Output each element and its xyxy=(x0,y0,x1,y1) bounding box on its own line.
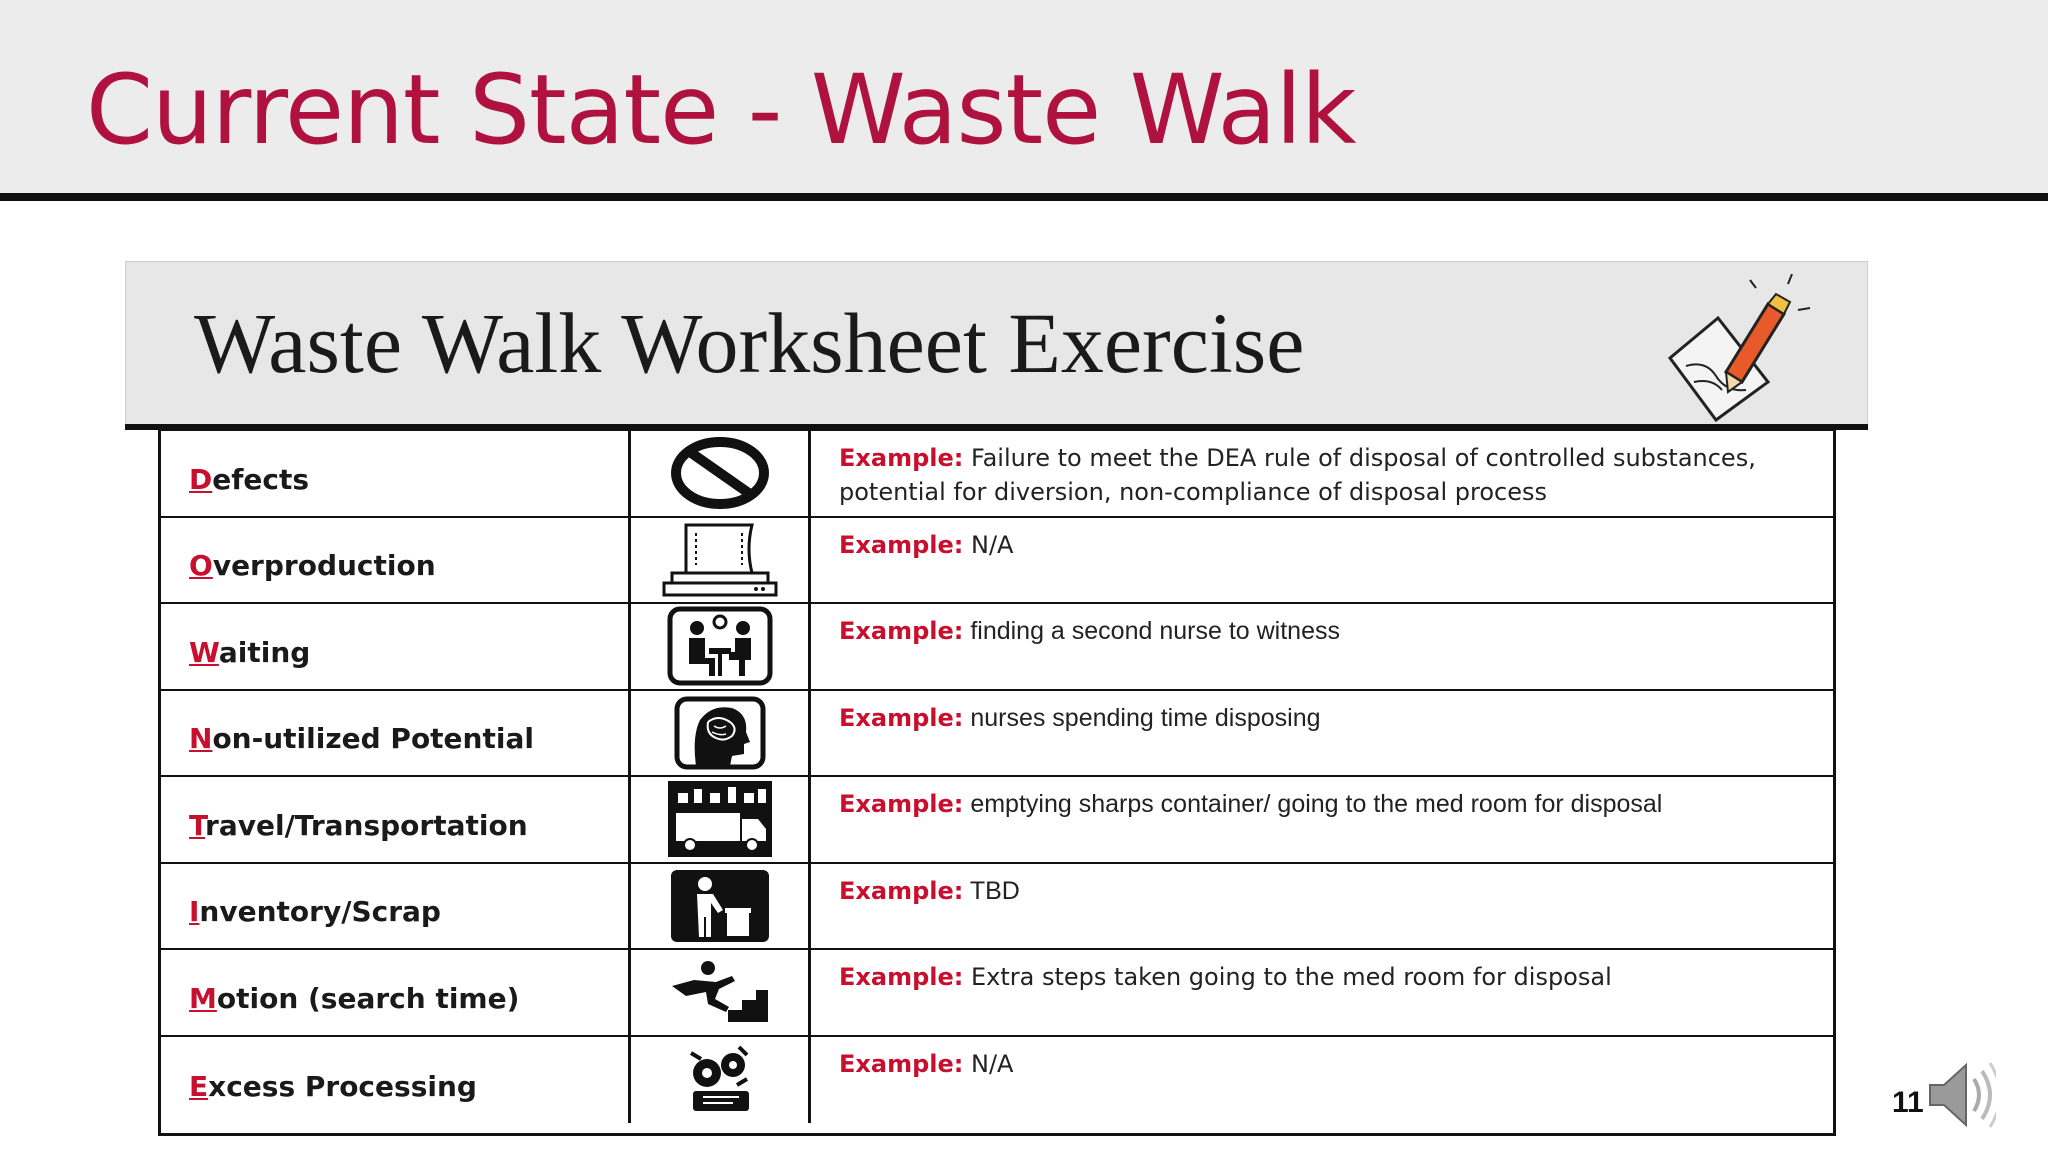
example-text: Example: emptying sharps container/ going to the med room for disposal xyxy=(839,790,1663,818)
page-number: 11 xyxy=(1892,1086,1924,1119)
example-text: Example: nurses spending time disposing xyxy=(839,703,1321,732)
printer-icon xyxy=(660,521,780,599)
worksheet-header xyxy=(125,261,1868,426)
slide-title: Current State - Waste Walk xyxy=(86,54,1356,166)
prohibited-sign-icon xyxy=(665,433,775,513)
table-row xyxy=(161,777,1833,864)
table-row xyxy=(161,1037,1833,1124)
speaker-icon[interactable] xyxy=(1926,1055,1996,1135)
brain-head-icon xyxy=(674,696,766,770)
gears-pile-icon xyxy=(683,1043,757,1117)
table-row xyxy=(161,950,1833,1037)
waste-name: Defects xyxy=(189,462,310,496)
worksheet-title: Waste Walk Worksheet Exercise xyxy=(194,295,1305,391)
example-text: Example: N/A xyxy=(839,530,1014,559)
waste-name: Travel/Transportation xyxy=(189,808,528,842)
waste-name: Waiting xyxy=(189,635,311,669)
stairs-jumper-icon xyxy=(668,960,772,1024)
worksheet-image xyxy=(125,261,1868,1138)
example-text: Example: N/A xyxy=(839,1049,1014,1078)
pencil-paper-icon xyxy=(1656,274,1816,424)
table-row xyxy=(161,431,1833,518)
table-row xyxy=(161,604,1833,691)
waste-name: Overproduction xyxy=(189,549,436,582)
waste-name: Non-utilized Potential xyxy=(189,722,534,755)
truck-city-icon xyxy=(666,779,774,859)
trash-bin-person-icon xyxy=(669,868,771,944)
example-text: Example: Extra steps taken going to the med room for disposal xyxy=(839,963,1612,991)
waste-name: Excess Processing xyxy=(189,1070,477,1103)
example-text: Example: TBD xyxy=(839,876,1020,905)
example-text: Example: finding a second nurse to witness xyxy=(839,617,1340,645)
waiting-room-icon xyxy=(667,606,773,686)
example-text: Example: Failure to meet the DEA rule of disposal of controlled substances, potential for diversion, non-compliance of disposal process xyxy=(839,444,1756,506)
table-row xyxy=(161,691,1833,778)
waste-name: Inventory/Scrap xyxy=(189,895,441,928)
table-row xyxy=(161,864,1833,951)
waste-table xyxy=(158,428,1836,1136)
table-row xyxy=(161,518,1833,605)
waste-name: Motion (search time) xyxy=(189,981,520,1015)
header-divider xyxy=(0,193,2048,201)
